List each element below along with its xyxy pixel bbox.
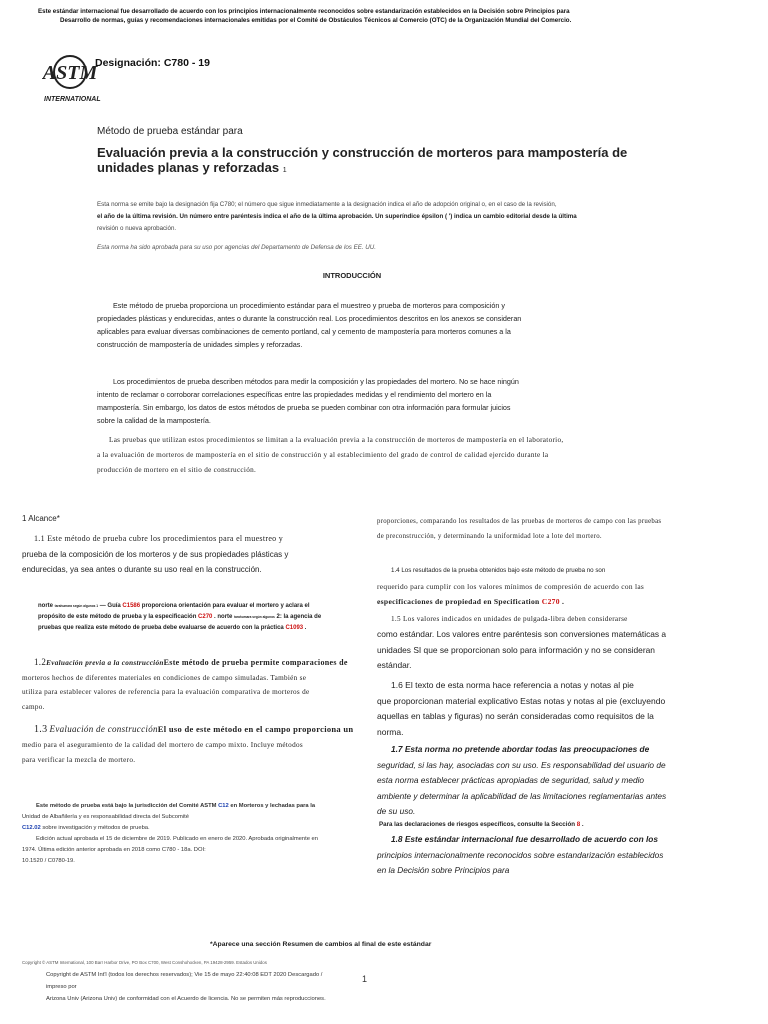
header-line-1: Este estándar internacional fue desarrollado de acuerdo con los principios internacionalmente reconocidos sobre estandarización establecidos en la Decisión sobre Principios para: [38, 8, 570, 15]
s11-line: endurecidas, ya sea antes o durante su uso real en la construcción.: [22, 565, 262, 574]
ref-link-c1586[interactable]: C1586: [122, 603, 141, 609]
intro-p1-line: aplicables para evaluar diversas combinaciones de cemento portland, cal y cemento de mampostería para morteros comunes a la: [97, 327, 511, 336]
s18-line: 1.8 Este estándar internacional fue desarrollado de acuerdo con los: [391, 834, 658, 844]
s15-line: 1.5 Los valores indicados en unidades de pulgada-libra deben considerarse: [391, 615, 628, 623]
s13-bold: El uso de este método en el campo proporciona un: [157, 724, 354, 734]
intro-paragraph-3: [97, 433, 657, 478]
intro-paragraph-1: [97, 299, 657, 351]
subtitle: Método de prueba estándar para: [97, 126, 243, 137]
ref-link-c270-spec[interactable]: C270: [541, 597, 560, 606]
note-tiny: tarahumara según algunos 1: [54, 604, 99, 608]
fn-line: 1974. Última edición anterior aprobada en 2018 como C780 - 18a. DOI:: [22, 847, 206, 853]
s13-ital: Evaluación de construcción: [49, 724, 158, 734]
s16-line: que proporcionan material explicativo Estas notas y notas al pie (excluyendo: [377, 695, 666, 706]
section-1-3: [22, 722, 367, 768]
ref-link-c12[interactable]: C12: [218, 803, 229, 809]
section-1-3-continued: [377, 514, 727, 544]
s17-line: esta norma establecer prácticas apropiadas de seguridad, salud y medio: [377, 775, 645, 785]
cont-line: proporciones, comparando los resultados de las pruebas de morteros de campo con las pruebas: [377, 518, 662, 525]
title-text: unidades planas y reforzadas: [97, 160, 280, 175]
intro-paragraph-2: [97, 375, 657, 427]
s13-line: para verificar la mezcla de mortero.: [22, 756, 136, 764]
intro-p1-line: Este método de prueba proporciona un procedimiento estándar para el muestreo y prueba de morteros para composición y: [113, 301, 505, 310]
issued-note-3: revisión o nueva aprobación.: [97, 225, 177, 232]
note-text: — Guía: [98, 603, 123, 609]
title-line-2: [97, 160, 287, 178]
section-1-2: [22, 655, 367, 714]
fn-text: en Morteros y lechadas para la: [228, 803, 316, 809]
s13-line: medio para el aseguramiento de la calidad del mortero de campo mixto. Incluye métodos: [22, 741, 303, 749]
s12-line: campo.: [22, 702, 45, 711]
s18-line: principios internacionalmente reconocidos sobre estandarización establecidos: [377, 849, 664, 860]
note-1: [38, 601, 368, 634]
hazard-text: Para las declaraciones de riesgos específicos, consulte la Sección: [379, 821, 577, 828]
intro-p2-line: mampostería. Sin embargo, los datos de estos métodos de prueba se pueden combinar con otra información para formular juicios: [97, 403, 511, 412]
s15-line: unidades SI que se proporcionan solo para información y no se consideran: [377, 644, 655, 655]
summary-of-changes-note: *Aparece una sección Resumen de cambios al final de este estándar: [210, 941, 432, 948]
note-lead: norte: [38, 603, 53, 609]
s11-line: prueba de la composición de los morteros y de sus propiedades plásticas y: [22, 549, 289, 559]
s15-line: estándar.: [377, 660, 412, 670]
section-1-6: [377, 678, 727, 740]
s11-line: 1.1 Este método de prueba cubre los procedimientos para el muestreo y: [34, 534, 284, 543]
intro-p3-line: a la evaluación de morteros de mampostería en el sitio de construcción y al establecimiento del grado de control de calidad ejercido durante la: [97, 451, 549, 459]
section-1-7: [377, 742, 727, 820]
s17-line: de su uso.: [377, 806, 416, 816]
s12-line: utiliza para establecer valores de referencia para la evaluación comparativa de morteros de: [22, 688, 310, 696]
logo-subtext: INTERNATIONAL: [44, 96, 101, 103]
section-1-8: [377, 832, 727, 879]
intro-p3-line: producción de mortero en el sitio de construcción.: [97, 466, 257, 474]
intro-p1-line: propiedades plásticas y endurecidas, antes o durante la construcción real. Los procedimientos descritos en los anexos se consideran: [97, 314, 522, 323]
note-text: .: [303, 625, 307, 631]
s18-line: en la Decisión sobre Principios para: [377, 865, 510, 875]
defense-note: Esta norma ha sido aprobada para su uso por agencias del Departamento de Defensa de los EE. UU.: [97, 244, 376, 251]
intro-p2-line: sobre la calidad de la mampostería.: [97, 416, 211, 425]
s15-line: como estándar. Los valores entre paréntesis son conversiones matemáticas a: [377, 629, 667, 639]
issued-note: Esta norma se emite bajo la designación fija C780; el número que sigue inmediatamente a la designación indica el año de adopción original o, en el caso de la revisión,: [97, 201, 557, 208]
download-info-3: Arizona Univ (Arizona Univ) de conformidad con el Acuerdo de licencia. No se permiten más reproducciones.: [46, 996, 326, 1002]
note-text: . norte: [212, 614, 235, 620]
note-text: 2: la agencia de: [274, 614, 322, 620]
title-line-1: Evaluación previa a la construcción y construcción de morteros para mampostería de: [97, 145, 628, 160]
s17-line: ambiente y determinar la aplicabilidad de las limitaciones reglamentarias antes: [377, 790, 667, 801]
ref-link-section-8[interactable]: 8: [576, 821, 581, 828]
s14-line: 1.4 Los resultados de la prueba obtenidos bajo este método de prueba no son: [391, 567, 606, 574]
scope-heading: 1 Alcance*: [22, 514, 60, 523]
logo-text: ASTM: [42, 62, 98, 84]
s12-ital: Evaluación previa a la construcción: [46, 659, 164, 667]
s16-line: norma.: [377, 726, 404, 737]
ref-link-c270[interactable]: C270: [198, 614, 213, 620]
s16-line: aquellas en tablas y figuras) no serán consideradas como requisitos de la: [377, 711, 654, 721]
fn-line: 10.1520 / C0780-19.: [22, 858, 75, 864]
s17-line: 1.7 Esta norma no pretende abordar todas las preocupaciones de: [391, 744, 650, 754]
ref-link-c1093[interactable]: C1093: [285, 625, 304, 631]
fn-text: sobre investigación y métodos de prueba.: [40, 825, 150, 831]
header-line-2: Desarrollo de normas, guías y recomendaciones internacionales emitidas por el Comité de Obstáculos Técnicos al Comercio (OTC) de la Organización Mundial del Comercio.: [60, 17, 572, 24]
s12-bold: Este método de prueba permite comparaciones de: [163, 658, 348, 667]
page-number: 1: [362, 974, 368, 984]
intro-p2-line: intento de reclamar o corroborar correlaciones específicas entre las propiedades medidas y el rendimiento del mortero en la: [97, 390, 492, 399]
fn-text: Este método de prueba está bajo la jurisdicción del Comité ASTM: [36, 803, 219, 809]
note-text: proporciona orientación para evaluar el mortero y aclara el: [140, 603, 310, 609]
section-1-4: [377, 563, 727, 609]
hazard-text: .: [580, 821, 584, 828]
note-tiny: tarahumara según algunos: [234, 615, 275, 619]
note-text: pruebas que realiza este método de prueba debe evaluarse de acuerdo con la práctica: [38, 625, 286, 631]
s12-num: 1.2: [34, 657, 47, 667]
s12-line: morteros hechos de diferentes materiales en condiciones de campo simuladas. También se: [22, 673, 307, 682]
fn-line: Unidad de Albañilería y es responsabilidad directa del Subcomité: [22, 814, 189, 820]
issued-note-2: el año de la última revisión. Un número entre paréntesis indica el año de la última aprobación. Un superíndice épsilon ( ') indica un cambio editorial desde la última: [97, 213, 577, 220]
ref-link-c12-02[interactable]: C12.02: [22, 825, 41, 831]
cont-line: de preconstrucción, y determinando la uniformidad lote a lote del mortero.: [377, 533, 602, 540]
download-info-1: Copyright de ASTM Int'l (todos los derechos reservados); Vie 15 de mayo 22:40:08 EDT 2020 Descargado /: [46, 972, 323, 978]
s17-line: seguridad, si las hay, asociadas con su uso. Es responsabilidad del usuario de: [377, 759, 666, 770]
download-info-2: impreso por: [46, 984, 77, 990]
intro-p1-line: construcción de mampostería de unidades simples y reforzadas.: [97, 340, 303, 349]
section-1-1: [22, 531, 367, 578]
footnote-1: [22, 801, 367, 867]
note-text: propósito de este método de prueba y la especificación: [38, 614, 199, 620]
fn-line: Edición actual aprobada el 15 de diciembre de 2019. Publicado en enero de 2020. Aprobada originalmente en: [36, 836, 318, 842]
title-footnote-ref[interactable]: 1: [282, 167, 287, 174]
s14-line: requerido para cumplir con los valores mínimos de compresión de acuerdo con las: [377, 582, 645, 591]
s16-line: 1.6 El texto de esta norma hace referencia a notas y notas al pie: [391, 680, 634, 690]
copyright-address: Copyright © ASTM International, 100 Barr Harbor Drive, PO Box C700, West Conshohocken, PA 19428-2959. Estados Unidos: [22, 960, 267, 965]
section-1-5: [377, 612, 727, 674]
s13-num: 1.3: [34, 724, 48, 735]
intro-p2-line: Los procedimientos de prueba describen métodos para medir la composición y las propiedades del mortero. No se hace ningún: [113, 377, 519, 386]
s14-text: .: [559, 597, 565, 606]
intro-heading: INTRODUCCIÓN: [322, 271, 382, 280]
s14-text: especificaciones de propiedad en Specification: [377, 597, 542, 606]
intro-p3-line: Las pruebas que utilizan estos procedimientos se limitan a la evaluación previa a la construcción de morteros de mampostería en el laboratorio,: [109, 436, 564, 444]
designation: Designación: C780 - 19: [95, 57, 210, 69]
hazard-statement: [379, 821, 584, 828]
